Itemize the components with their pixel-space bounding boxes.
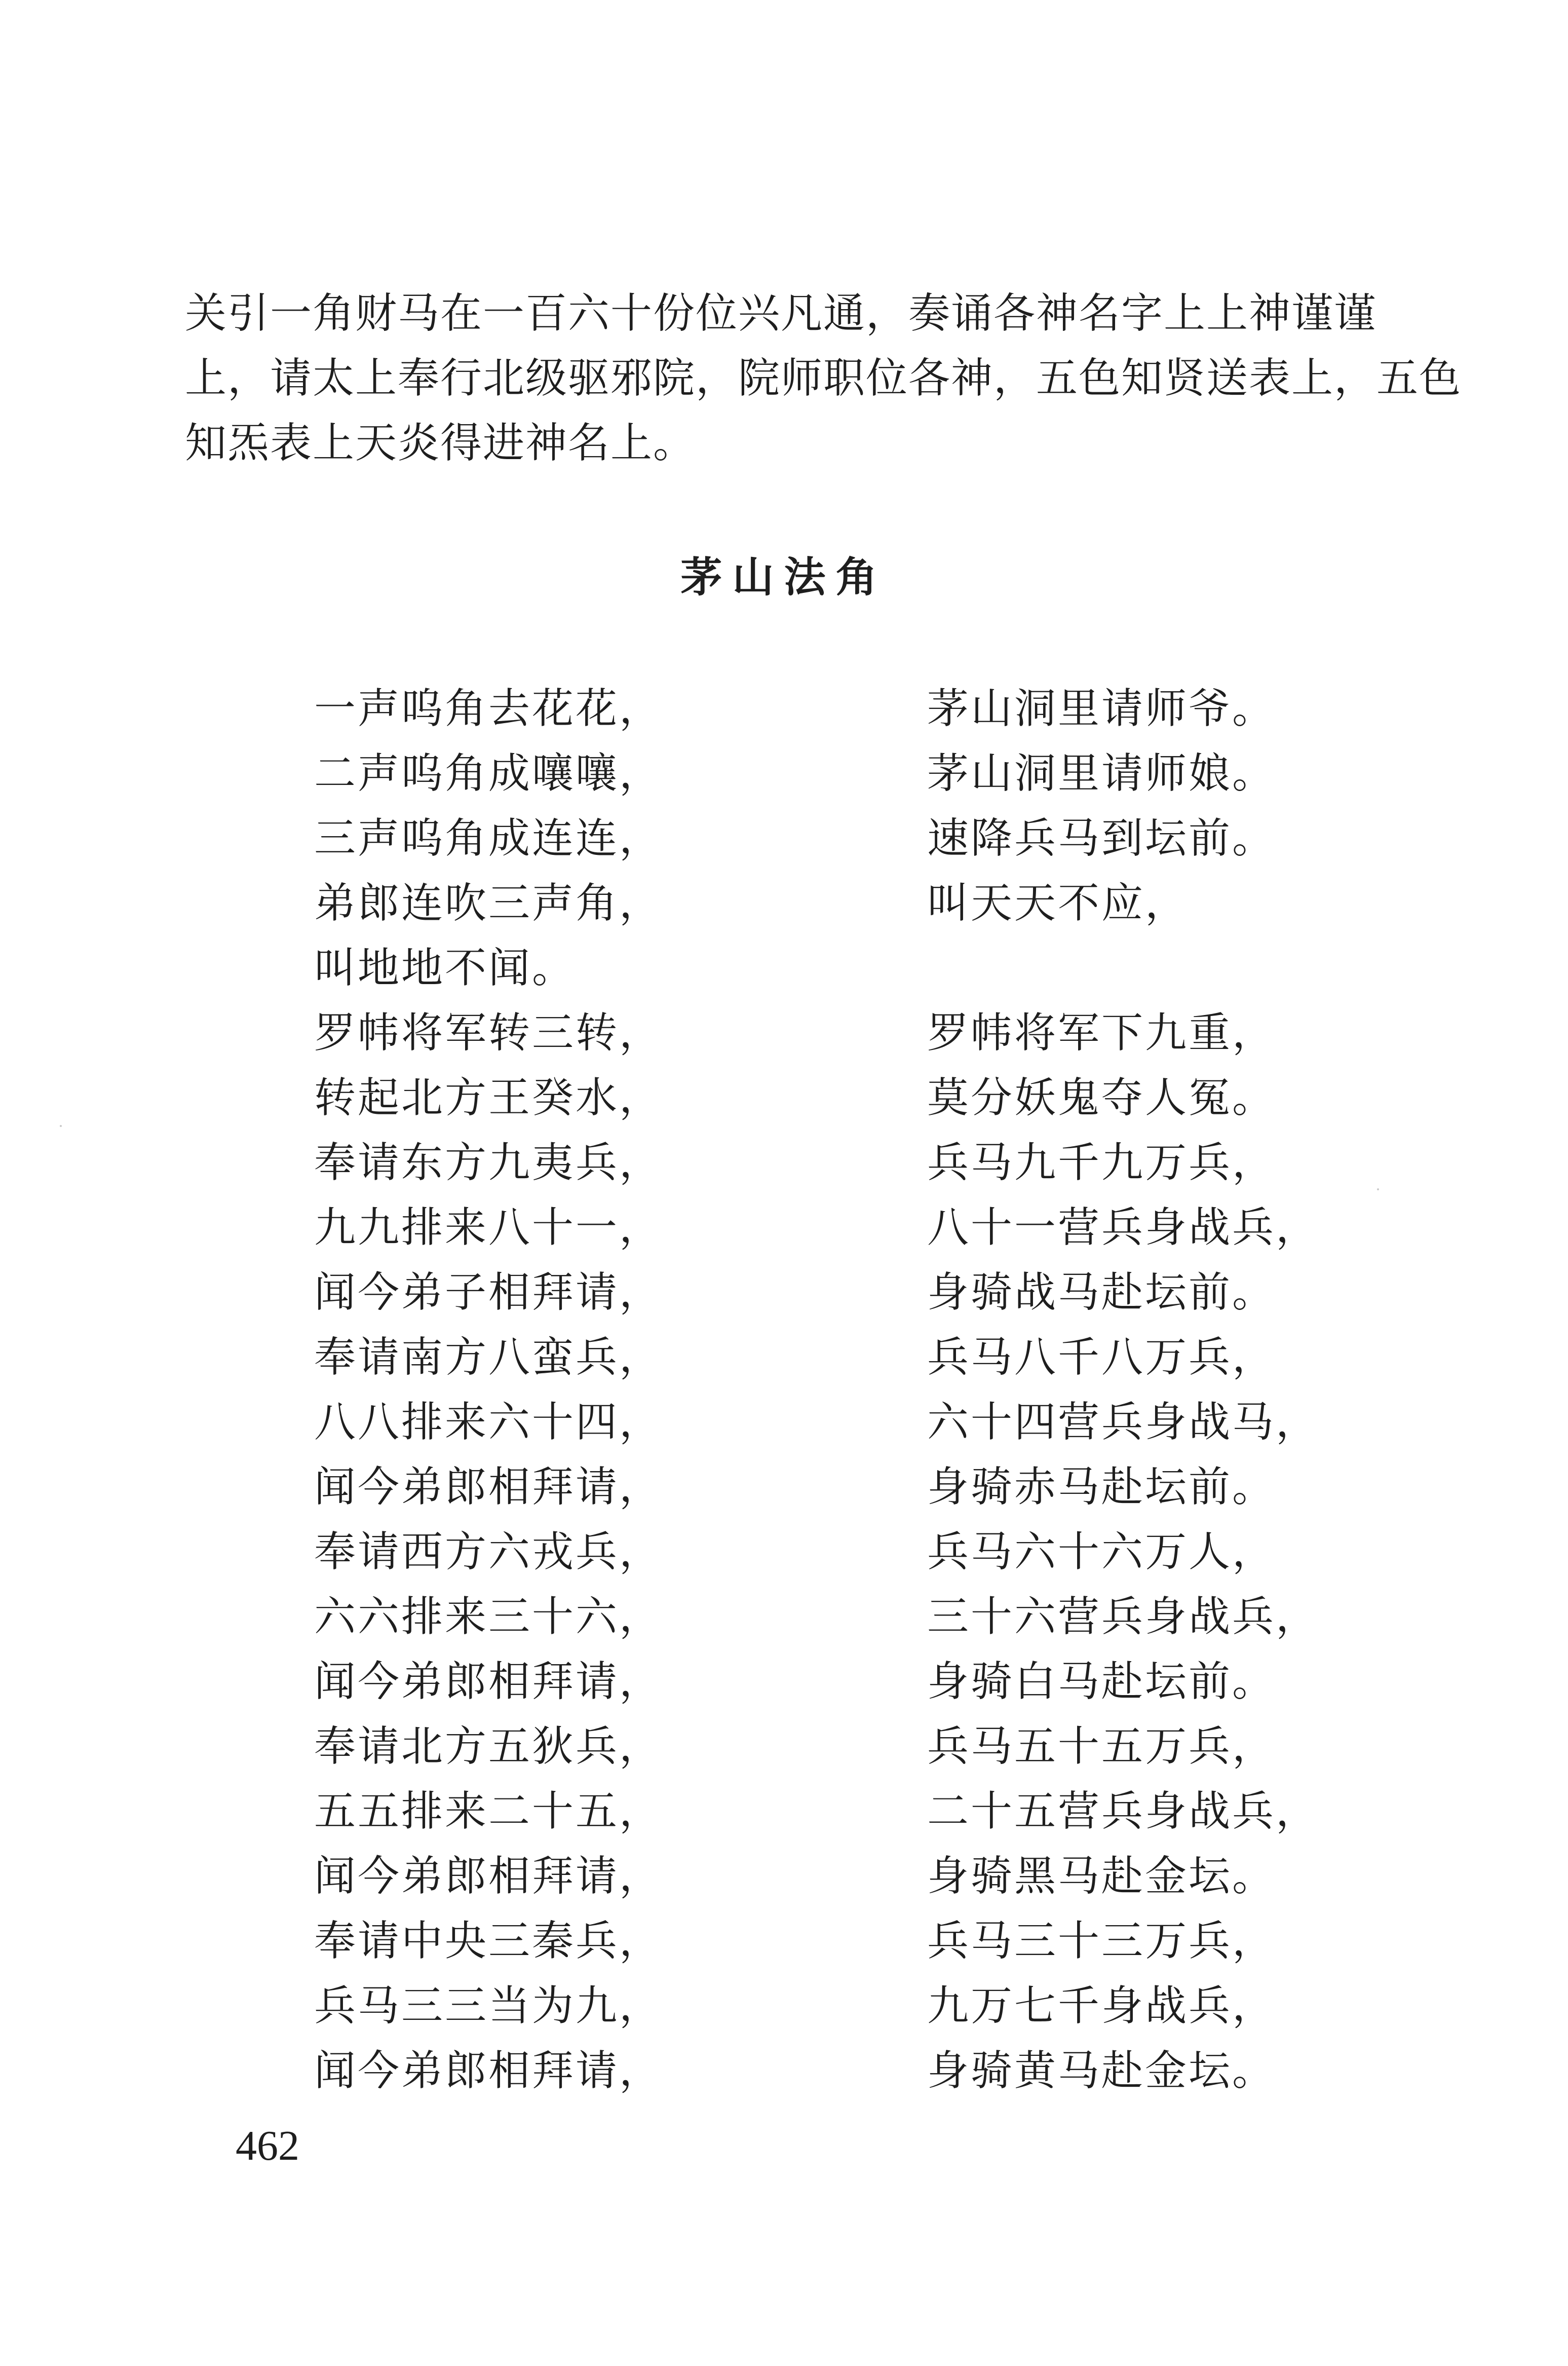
verse-right: 九万七千身战兵， — [927, 1982, 1276, 2030]
scan-speck — [1377, 1188, 1379, 1190]
poem-row — [0, 1585, 1568, 1649]
verse-right: 罗帏将军下九重， — [927, 1009, 1276, 1057]
poem-title: 茅山法角 — [680, 553, 888, 602]
intro-paragraph — [185, 281, 1462, 476]
verse-right: 三十六营兵身战兵， — [927, 1593, 1320, 1641]
page-number: 462 — [236, 2122, 299, 2169]
verse-left: 叫地地不闻。 — [314, 944, 576, 992]
verse-right: 兵马六十六万人， — [927, 1528, 1276, 1576]
verse-left: 闻今弟郎相拜请， — [314, 2047, 663, 2095]
verse-left: 闻今弟郎相拜请， — [314, 1852, 663, 1900]
poem-row — [0, 1974, 1568, 2039]
verse-right: 兵马五十五万兵， — [927, 1722, 1276, 1771]
poem-row — [0, 1779, 1568, 1844]
verse-left: 弟郎连吹三声角， — [314, 879, 663, 927]
verse-left: 罗帏将军转三转， — [314, 1009, 663, 1057]
poem-row — [0, 741, 1568, 806]
verse-right: 身骑白马赴坛前。 — [927, 1658, 1276, 1706]
verse-right: 茅山洞里请师娘。 — [927, 749, 1276, 798]
verse-left: 闻今弟子相拜请， — [314, 1268, 663, 1317]
verse-left: 闻今弟郎相拜请， — [314, 1658, 663, 1706]
intro-line: 知炁表上天炎得进神名上。 — [185, 419, 696, 467]
verse-right: 兵马八千八万兵， — [927, 1333, 1276, 1381]
poem-row — [0, 1131, 1568, 1195]
poem-row — [0, 1325, 1568, 1390]
verse-left: 三声呜角成连连， — [314, 814, 663, 862]
poem-row — [0, 677, 1568, 741]
poem-row — [0, 1714, 1568, 1779]
poem-row — [0, 1909, 1568, 1974]
verse-right: 八十一营兵身战兵， — [927, 1204, 1320, 1252]
verse-right: 身骑赤马赴坛前。 — [927, 1463, 1276, 1511]
poem-row — [0, 1066, 1568, 1131]
verse-left: 奉请东方九夷兵， — [314, 1139, 663, 1187]
scan-speck — [60, 1125, 62, 1127]
verse-left: 转起北方王癸水， — [314, 1074, 663, 1122]
poem-row — [0, 2039, 1568, 2104]
verse-left: 九九排来八十一， — [314, 1204, 663, 1252]
verse-right: 速降兵马到坛前。 — [927, 814, 1276, 862]
poem-row — [0, 1649, 1568, 1714]
poem-row — [0, 1195, 1568, 1260]
verse-left: 一声呜角去花花， — [314, 685, 663, 733]
intro-line: 上，请太上奉行北级驱邪院，院师职位各神，五色知贤送表上，五色 — [185, 354, 1462, 402]
verse-left: 奉请北方五狄兵， — [314, 1722, 663, 1771]
verse-right: 身骑黑马赴金坛。 — [927, 1852, 1276, 1900]
verse-right: 身骑战马赴坛前。 — [927, 1268, 1276, 1317]
verse-left: 二声呜角成嚷嚷， — [314, 749, 663, 798]
verse-right: 兵马九千九万兵， — [927, 1139, 1276, 1187]
verse-left: 奉请南方八蛮兵， — [314, 1333, 663, 1381]
verse-left: 奉请西方六戎兵， — [314, 1528, 663, 1576]
poem-row — [0, 1390, 1568, 1455]
verse-left: 八八排来六十四， — [314, 1398, 663, 1446]
poem-row — [0, 806, 1568, 871]
verse-right: 身骑黄马赴金坛。 — [927, 2047, 1276, 2095]
verse-right: 叫天天不应， — [927, 879, 1189, 927]
poem-row — [0, 1520, 1568, 1585]
verse-left: 六六排来三十六， — [314, 1593, 663, 1641]
verse-right: 二十五营兵身战兵， — [927, 1787, 1320, 1835]
poem-row — [0, 1844, 1568, 1909]
verse-right: 茅山洞里请师爷。 — [927, 685, 1276, 733]
intro-line: 关引一角财马在一百六十份位兴凡通，奏诵各神名字上上神谨谨 — [185, 289, 1377, 337]
poem-row — [0, 1260, 1568, 1325]
poem-verses — [0, 677, 1568, 2104]
poem-row — [0, 871, 1568, 936]
poem-row — [0, 1455, 1568, 1520]
verse-right: 兵马三十三万兵， — [927, 1917, 1276, 1965]
poem-row — [0, 1001, 1568, 1066]
poem-row — [0, 936, 1568, 1001]
verse-right: 六十四营兵身战马， — [927, 1398, 1320, 1446]
verse-left: 闻今弟郎相拜请， — [314, 1463, 663, 1511]
verse-left: 兵马三三当为九， — [314, 1982, 663, 2030]
verse-right: 莫分妖鬼夺人冤。 — [927, 1074, 1276, 1122]
verse-left: 五五排来二十五， — [314, 1787, 663, 1835]
verse-left: 奉请中央三秦兵， — [314, 1917, 663, 1965]
